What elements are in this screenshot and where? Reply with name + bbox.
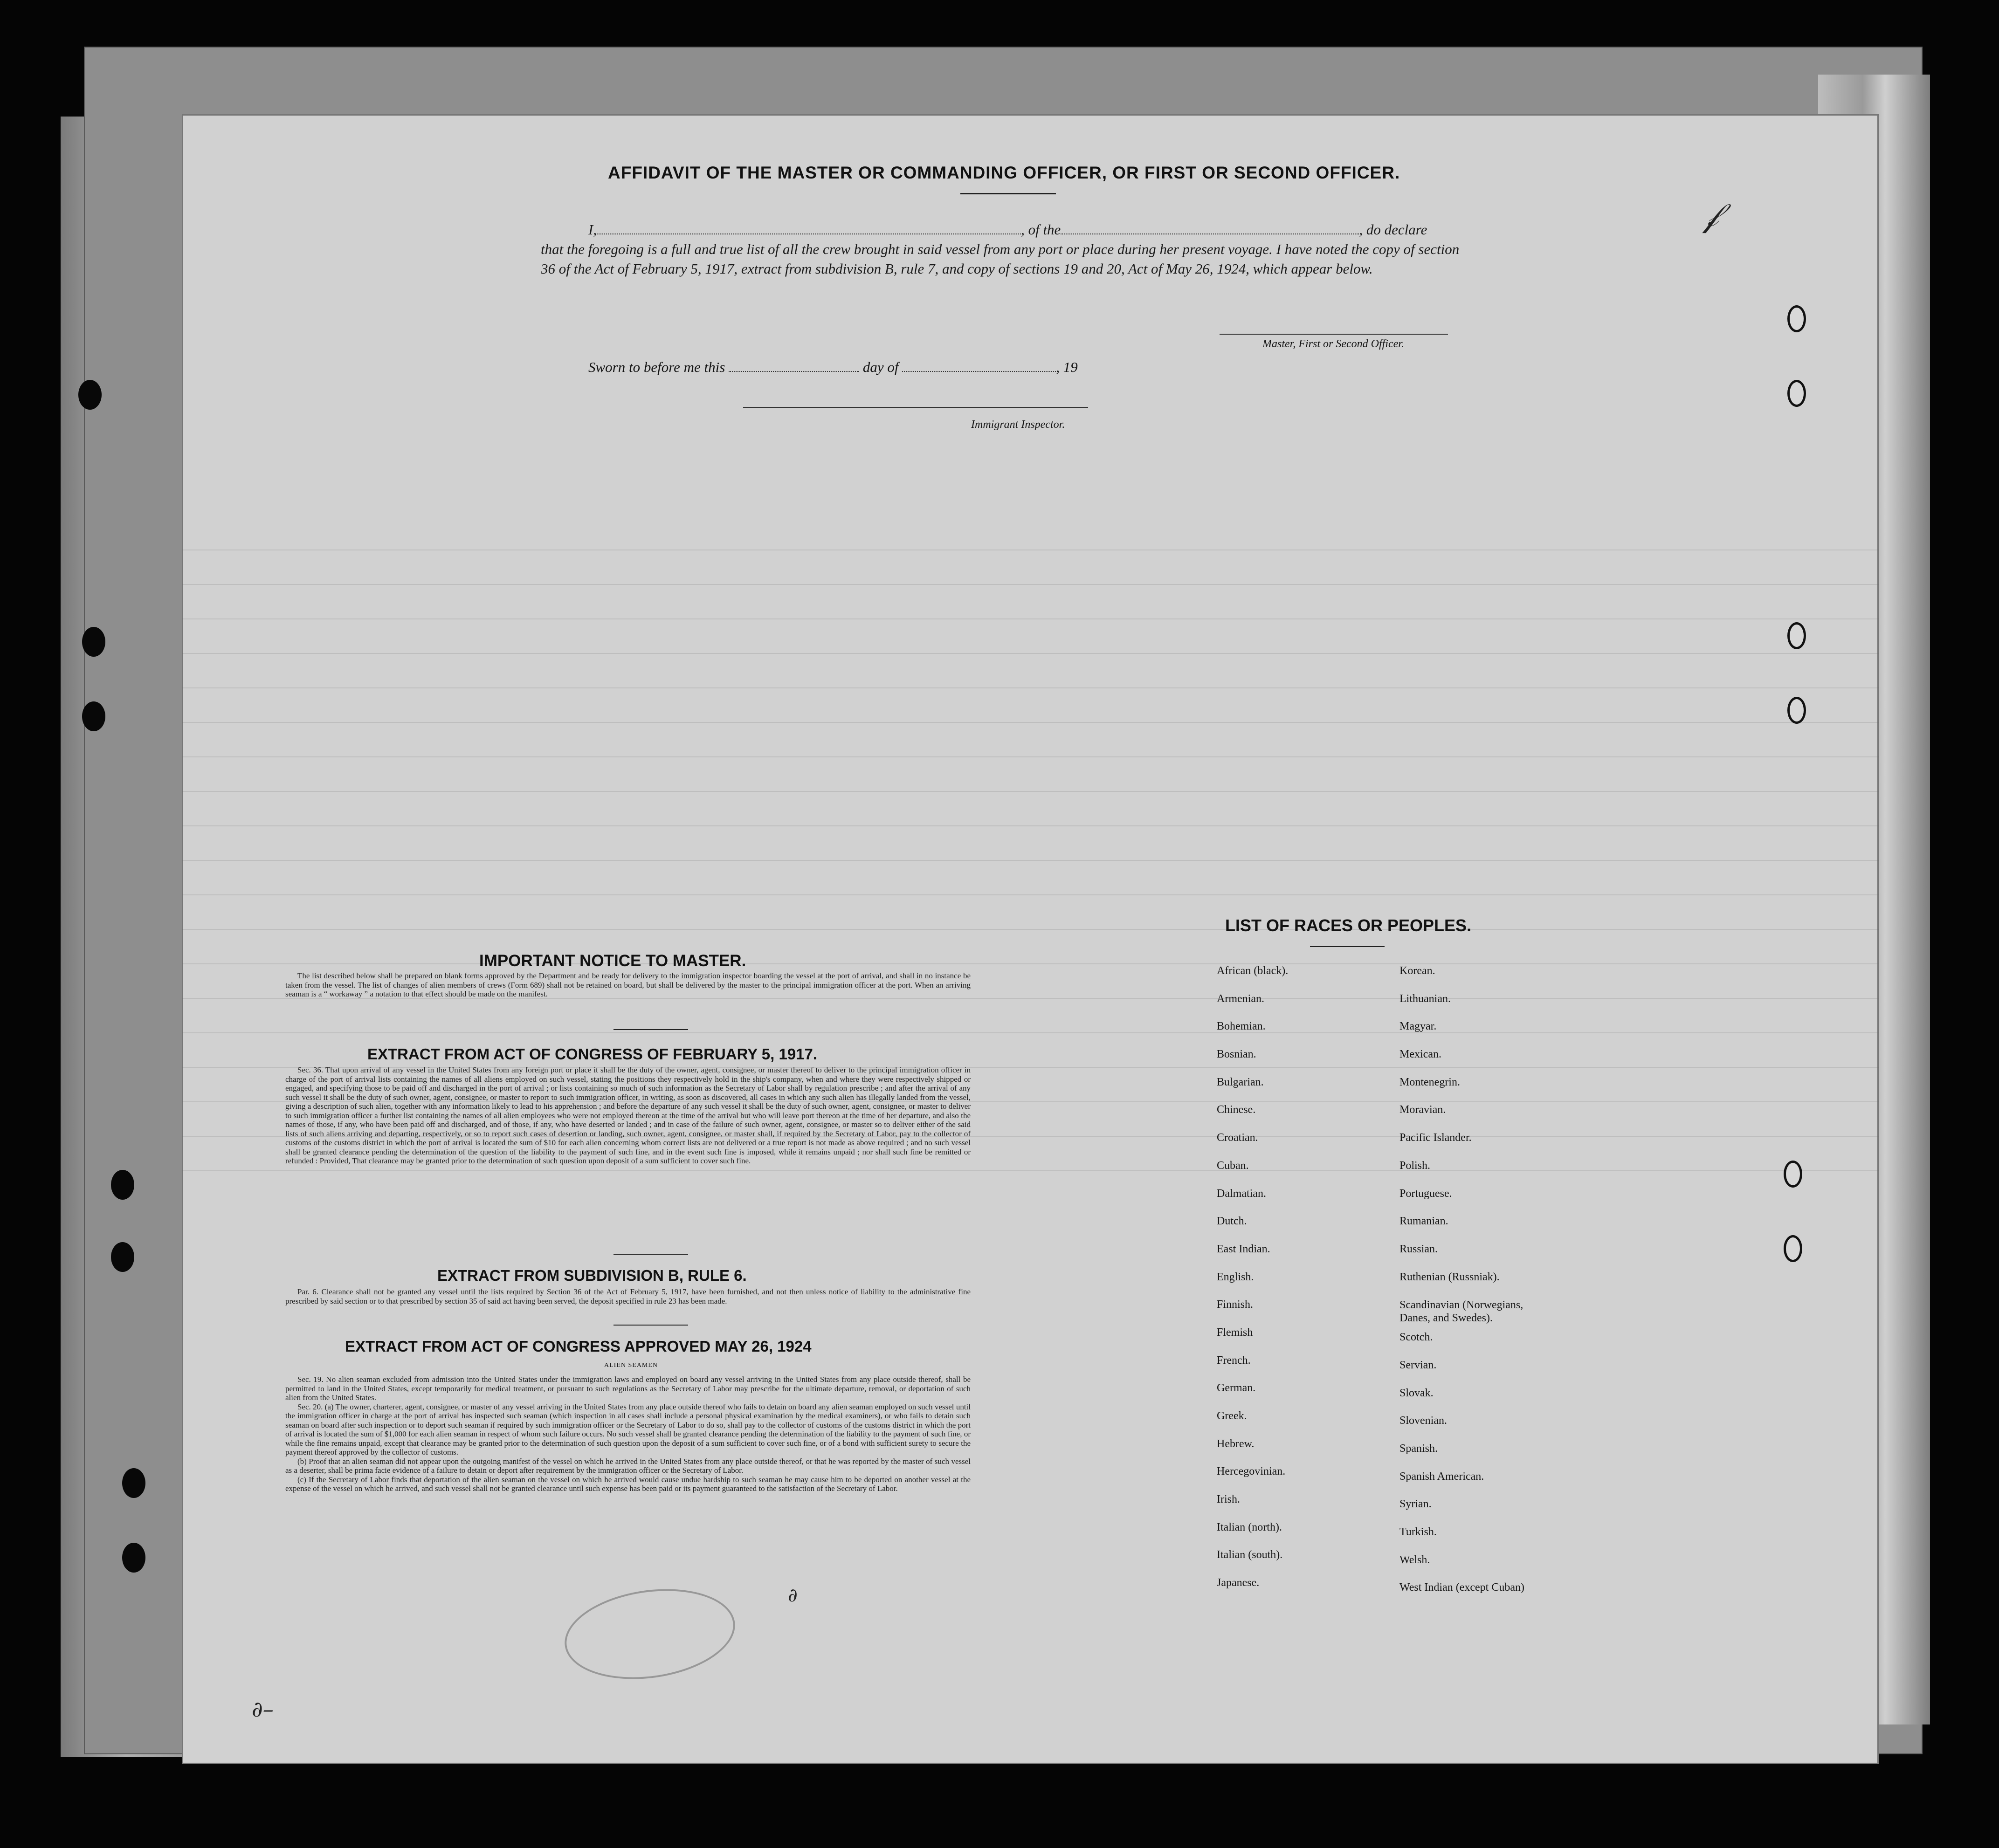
affidavit-body: that the foregoing is a full and true list of all the crew brought in said vessel from any port or place during her present voyage. I have noted the copy of section 36 of the Act of February 5, 1917, extract from subdivision B, rule 7, and copy of sections 19 and 20, Act of May 26, 1924, which appear below.: [541, 241, 1460, 277]
binder-hole: [122, 1468, 145, 1498]
extract-1924-subtitle: ALIEN SEAMEN: [604, 1362, 658, 1369]
binder-hole: [82, 627, 105, 657]
inspector-signature-line: [743, 407, 1088, 408]
divider: [613, 1325, 688, 1326]
race-item: Slovenian.: [1399, 1415, 1447, 1427]
race-item: Hebrew.: [1217, 1437, 1255, 1450]
name-blank: [597, 222, 1021, 234]
race-item: Turkish.: [1399, 1526, 1437, 1539]
race-item: Croatian.: [1217, 1132, 1258, 1144]
divider: [1310, 946, 1385, 947]
race-item: Irish.: [1217, 1493, 1240, 1506]
race-item: English.: [1217, 1271, 1254, 1283]
binder-hole: [1784, 1235, 1802, 1262]
race-item: French.: [1217, 1354, 1251, 1367]
affidavit-of-the: , of the: [1021, 221, 1061, 238]
binder-hole: [111, 1242, 134, 1272]
divider: [960, 193, 1056, 194]
sec-20b-paragraph: (b) Proof that an alien seaman did not appear upon the outgoing manifest of the vessel on which he arrived in the United States from any place outside thereof, or that he was reported by the master of such vessel as a deserter, shall be prima facie evidence of a failure to detain or deport after requirement by the immigration officer or the Secretary of Labor.: [285, 1456, 971, 1475]
inspector-label: Immigrant Inspector.: [971, 419, 1065, 431]
binder-hole: [1787, 697, 1806, 724]
extract-rule6-text: [285, 1287, 971, 1305]
affidavit-i: I,: [588, 221, 597, 238]
race-item: Scotch.: [1399, 1331, 1433, 1344]
race-item: Chinese.: [1217, 1104, 1256, 1116]
race-item: Rumanian.: [1399, 1215, 1448, 1228]
race-item: Syrian.: [1399, 1498, 1432, 1511]
affidavit-declare: , do declare: [1359, 221, 1427, 238]
sworn-line: [588, 359, 1078, 376]
races-list-left: [1217, 965, 1288, 1605]
race-item: West Indian (except Cuban): [1399, 1581, 1524, 1594]
binder-hole: [111, 1170, 134, 1200]
race-item: Finnish.: [1217, 1298, 1254, 1311]
notice-title: IMPORTANT NOTICE TO MASTER.: [479, 952, 746, 970]
affidavit-title: AFFIDAVIT OF THE MASTER OR COMMANDING OFFICER, OR FIRST OR SECOND OFFICER.: [608, 163, 1400, 182]
race-item: Bohemian.: [1217, 1020, 1266, 1033]
signature-label: Master, First or Second Officer.: [1262, 338, 1404, 350]
race-item: Servian.: [1399, 1359, 1437, 1371]
binder-hole: [1787, 305, 1806, 332]
race-item: Bulgarian.: [1217, 1076, 1264, 1088]
extract-1917-text: [285, 1065, 971, 1166]
extract-1924-text: [285, 1375, 971, 1493]
race-item: Ruthenian (Russniak).: [1399, 1271, 1500, 1283]
signature-line: [1220, 334, 1448, 335]
race-item: Hercegovinian.: [1217, 1465, 1286, 1478]
binder-hole: [1787, 380, 1806, 407]
sec-19-paragraph: Sec. 19. No alien seaman excluded from admission into the United States under the immigration laws and employed on board any vessel arriving in the United States from any place outside thereof, shall be permitted to land in the United States, except temporarily for medical treatment, or pursuant to such regulations as the Secretary of Labor may prescribe for the ultimate departure, removal, or deportation of such alien from the United States.: [285, 1375, 971, 1402]
race-item: German.: [1217, 1382, 1256, 1395]
race-item: East Indian.: [1217, 1243, 1270, 1255]
race-item: Russian.: [1399, 1243, 1438, 1255]
extract-1924-title: EXTRACT FROM ACT OF CONGRESS APPROVED MAY 26, 1924: [345, 1338, 812, 1355]
race-item: Cuban.: [1217, 1159, 1249, 1172]
races-title: LIST OF RACES OR PEOPLES.: [1225, 916, 1472, 935]
race-item: Flemish: [1217, 1326, 1253, 1339]
race-item: Bosnian.: [1217, 1048, 1256, 1061]
divider: [613, 1254, 688, 1255]
race-item: African (black).: [1217, 965, 1289, 977]
race-item: Mexican.: [1399, 1048, 1441, 1061]
race-item: Spanish American.: [1399, 1470, 1484, 1483]
race-item: Spanish.: [1399, 1443, 1438, 1455]
sec-20c-paragraph: (c) If the Secretary of Labor finds that deportation of the alien seaman on the vessel on which he arrived would cause undue hardship to such seaman he may cause him to be deported on another vessel at the expense of the vessel on which he arrived, and such vessel shall not be granted clearance until such expense has been paid or its payment guaranteed to the satisfaction of the Secretary of Labor.: [285, 1475, 971, 1493]
race-item: Welsh.: [1399, 1553, 1430, 1566]
race-item: Scandinavian (Norwegians, Danes, and Swedes).: [1399, 1299, 1523, 1325]
sworn-day-blank: [729, 360, 859, 372]
divider: [613, 1029, 688, 1030]
binder-hole: [1787, 622, 1806, 649]
binder-hole: [78, 380, 102, 410]
race-item: Dalmatian.: [1217, 1187, 1266, 1200]
sworn-prefix: Sworn to before me this: [588, 359, 725, 375]
race-item: Japanese.: [1217, 1577, 1260, 1589]
races-list-right: [1399, 965, 1586, 1609]
race-item: Armenian.: [1217, 992, 1264, 1005]
handwritten-mark: 𝒻: [1704, 196, 1719, 234]
race-item: Montenegrin.: [1399, 1076, 1460, 1088]
race-item: Portuguese.: [1399, 1187, 1452, 1200]
handwritten-mark: ∂: [788, 1585, 798, 1606]
race-item: Pacific Islander.: [1399, 1132, 1472, 1144]
handwritten-mark: ∂–: [252, 1697, 274, 1722]
race-item: Polish.: [1399, 1159, 1431, 1172]
race-item: Italian (north).: [1217, 1521, 1282, 1533]
sworn-month-blank: [902, 360, 1056, 372]
notice-paragraph: The list described below shall be prepared on blank forms approved by the Department and be ready for delivery to the immigration inspector boarding the vessel at the port of arrival, and shall in no instance be taken from the vessel. The list of changes of alien members of crews (Form 689) shall not be retained on board, but shall be delivered by the master to the principal immigration officer at the port. When an arriving seaman is a “ workaway ” a notation to that effect should be made on the manifest.: [285, 971, 971, 998]
race-item: Dutch.: [1217, 1215, 1247, 1228]
race-item: Korean.: [1399, 965, 1435, 977]
sec-36-paragraph: Sec. 36. That upon arrival of any vessel in the United States from any foreign port or place it shall be the duty of the owner, agent, consignee, or master thereof to deliver to the principal immigration officer in charge of the port of arrival lists containing the names of all aliens employed on such vessel, stating the positions they respectively hold in the ship's company, when and where they were respectively shipped or engaged, and specifying those to be paid off and discharged in the port of arrival ; or lists containing so much of such information as the Secretary of Labor shall by regulation prescribe ; and after the arrival of any such vessel it shall be the duty of such owner, agent, consignee, or master to report to such immigration officer, in writing, as soon as discovered, all cases in which any such alien has illegally landed from the vessel, giving a description of such alien, together with any information likely to lead to his apprehension ; and before the departure of any such vessel it shall be the duty of such owner, agent, consignee, or master to deliver to such immigration officer a further list containing the names of all alien employees who were not employed thereon at the time of the arrival but who will leave port thereon at the time of her departure, and also the names of those, if any, who have been paid off and discharged, and of those, if any, who have deserted or landed ; and in case of the failure of such owner, agent, consignee, or master so to deliver either of the said lists of such aliens arriving and departing, respectively, or so to report such cases of desertion or landing, such owner, agent, consignee, or master shall, if required by the Secretary of Labor, pay to the collector of customs of the customs district in which the port of arrival is located the sum of $10 for each alien concerning whom correct lists are not delivered or a true report is not made as above required ; and no such vessel shall be granted clearance pending the determination of the question of the liability to the payment of such fine, and in the event such fine is imposed, while it remains unpaid ; nor shall such fine be remitted or refunded : Provided, That clearance may be granted prior to the determination of such question upon deposit of a sum sufficient to cover such fine.: [285, 1065, 971, 1165]
race-item: Moravian.: [1399, 1104, 1446, 1116]
extract-1917-title: EXTRACT FROM ACT OF CONGRESS OF FEBRUARY 5, 1917.: [367, 1045, 818, 1063]
race-item: Slovak.: [1399, 1387, 1434, 1399]
race-item: Italian (south).: [1217, 1549, 1283, 1561]
binder-hole: [1784, 1161, 1802, 1188]
vessel-blank: [1061, 222, 1359, 234]
affidavit-text: [541, 220, 1473, 279]
sworn-year: , 19: [1056, 359, 1078, 375]
sworn-day-of: day of: [862, 359, 899, 375]
sec-20a-paragraph: Sec. 20. (a) The owner, charterer, agent, consignee, or master of any vessel arriving in the United States from any place outside thereof who fails to detain on board any alien seaman employed on such vessel until the immigration officer in charge at the port of arrival has inspected such seaman (which inspection in all cases shall include a personal physical examination by the medical examiners), or who fails to detain such seaman on board after such inspection or to deport such seaman if required by such immigration officer or the Secretary of Labor to do so, shall pay to the collector of customs of the customs district in which the port of arrival is located the sum of $1,000 for each alien seaman in respect of whom such failure occurs. No such vessel shall be granted clearance pending the determination of the liability to the payment of such fine, or while the fine remains unpaid, except that clearance may be granted prior to the determination of such question upon the deposit of a sum sufficient to cover such fine, or of a bond with sufficient surety to secure the payment thereof approved by the collector of customs.: [285, 1402, 971, 1456]
notice-text: [285, 971, 971, 999]
race-item: Magyar.: [1399, 1020, 1437, 1033]
race-item: Greek.: [1217, 1410, 1247, 1422]
binder-hole: [122, 1543, 145, 1573]
par-6-paragraph: Par. 6. Clearance shall not be granted any vessel until the lists required by Section 36 of the Act of February 5, 1917, have been furnished, and not then unless notice of liability to the administrative fine prescribed by said section or to that prescribed by section 35 of said act having been served, the deposit specified in rule 23 has been made.: [285, 1287, 971, 1305]
race-item: Lithuanian.: [1399, 992, 1451, 1005]
extract-rule6-title: EXTRACT FROM SUBDIVISION B, RULE 6.: [437, 1267, 747, 1284]
binder-hole: [82, 701, 105, 731]
